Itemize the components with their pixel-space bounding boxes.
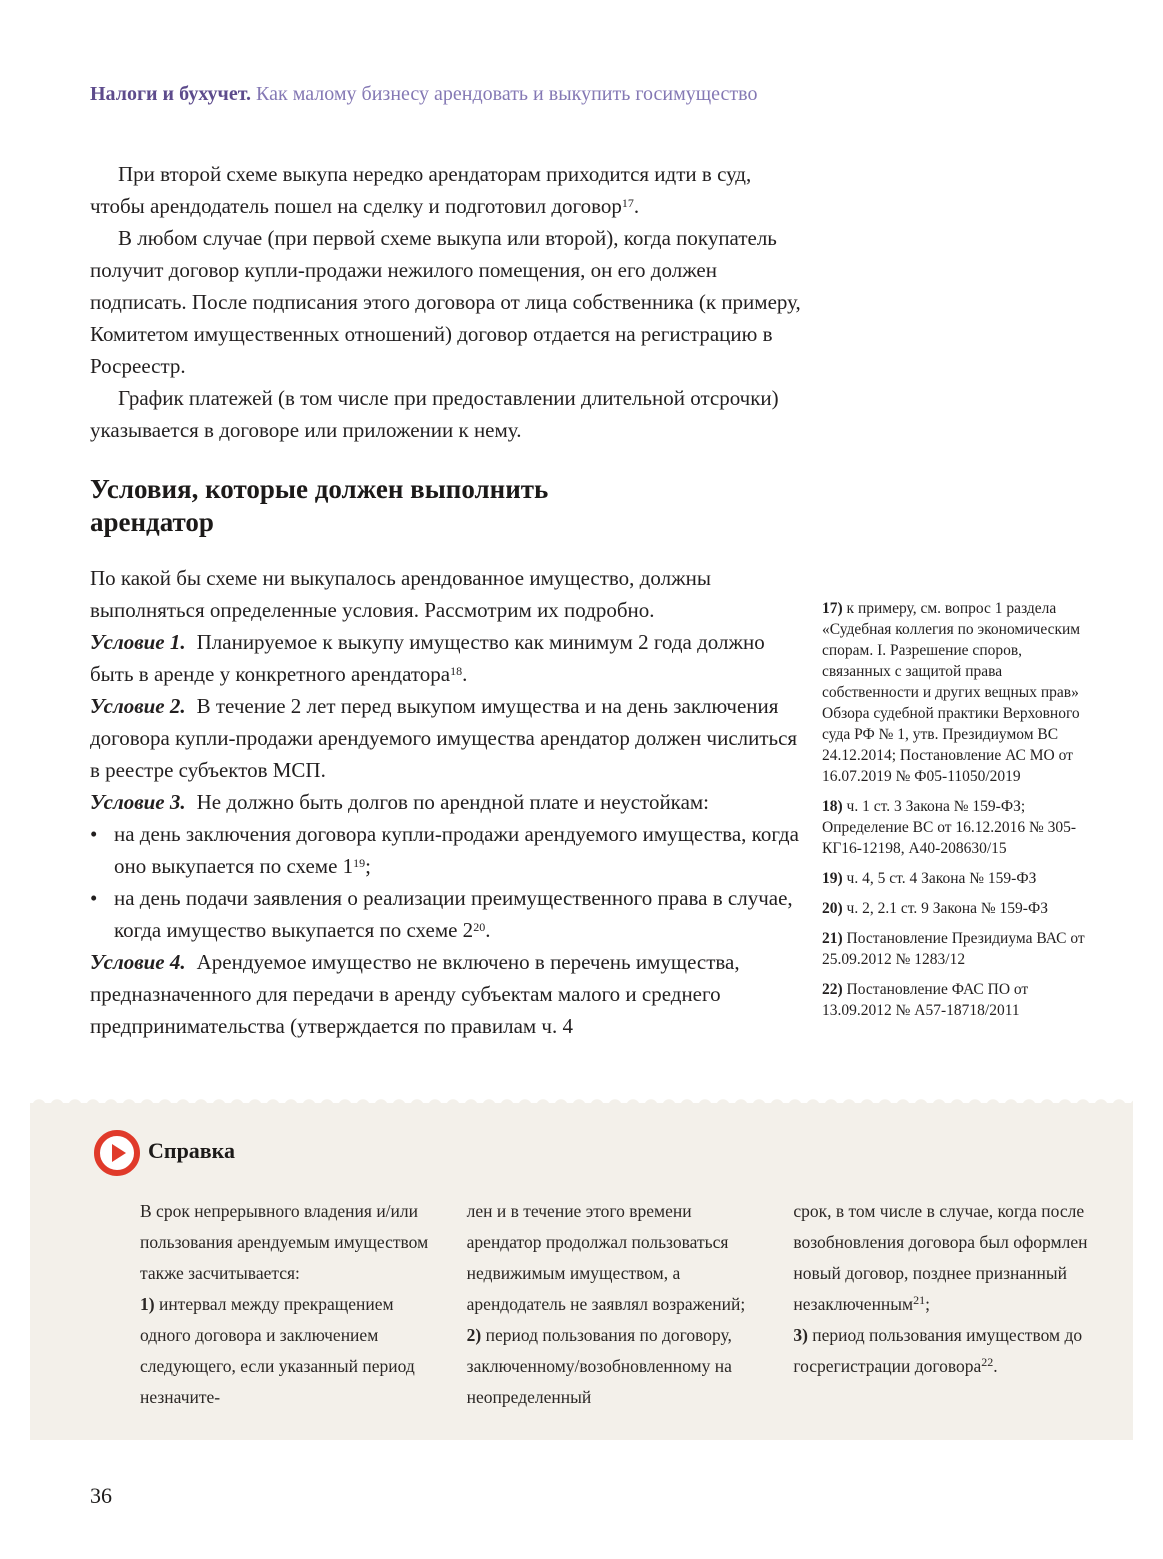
play-icon <box>94 1130 140 1176</box>
bullet-item-1 <box>90 818 804 882</box>
column-2-item-text: период пользования по договору, заключенному/возобновленному на неопределенный <box>466 1325 732 1407</box>
footnote-text: к примеру, см. вопрос 1 раздела «Судебная коллегия по экономическим спорам. I. Разрешение споров, связанных с защитой права собственности и других вещных прав» Обзора судебной практики Верховного суда РФ № 1, утв. Президиумом ВС 24.12.2014; Постановление АС МО от 16.07.2019 № Ф05-11050/2019 <box>822 600 1081 785</box>
header-rubric: Налоги и бухучет. <box>90 83 252 105</box>
paragraph-1 <box>90 158 804 222</box>
footnote-number: 19) <box>822 870 843 887</box>
intro-paragraph: По какой бы схеме ни выкупалось арендованное имущество, должны выполняться определенные условия. Рассмотрим их подробно. <box>90 566 711 622</box>
reference-column-2 <box>467 1196 766 1413</box>
paragraph-2: В любом случае (при первой схеме выкупа или второй), когда покупатель получит договор купли-продажи нежилого помещения, он его должен подписать. После подписания этого договора от лица собственника (к примеру, Комитетом имущественных отношений) договор отдается на регистрацию в Росреестр. <box>90 226 801 378</box>
list-marker-3: 3) <box>793 1325 808 1345</box>
bullet-item-1-text: на день заключения договора купли-продажи арендуемого имущества, когда оно выкупается по схеме 1 <box>114 822 799 878</box>
condition-4 <box>90 946 804 1042</box>
footnote-ref-20: 20 <box>473 920 486 934</box>
footnote-20 <box>822 898 1090 919</box>
footnote-number: 18) <box>822 798 843 815</box>
condition-2-text: В течение 2 лет перед выкупом имущества и на день заключения договора купли-продажи арендуемого имущества арендатор должен числиться в реестре субъектов МСП. <box>90 694 798 782</box>
footnote-ref-17: 17 <box>621 196 634 210</box>
reference-column-1 <box>140 1196 439 1413</box>
condition-1-tail: . <box>462 662 468 686</box>
footnote-text: Постановление Президиума ВАС от 25.09.2012 № 1283/12 <box>822 930 1085 968</box>
footnote-ref-18: 18 <box>450 664 463 678</box>
condition-2 <box>90 690 804 786</box>
list-marker-1: 1) <box>140 1294 155 1314</box>
reference-columns <box>140 1196 1092 1413</box>
bullet-list <box>90 818 804 946</box>
condition-2-label: Условие 2. <box>90 694 186 718</box>
bullet-item-2 <box>90 882 804 946</box>
condition-4-label: Условие 4. <box>90 950 186 974</box>
sidebar-footnotes <box>822 598 1090 1030</box>
footnote-21 <box>822 928 1090 970</box>
reference-column-3 <box>793 1196 1092 1413</box>
footnote-19 <box>822 868 1090 889</box>
footnote-text: Постановление ФАС ПО от 13.09.2012 № А57-18718/2011 <box>822 981 1029 1019</box>
footnote-17 <box>822 598 1090 787</box>
footnote-number: 22) <box>822 981 843 998</box>
paragraph-3: График платежей (в том числе при предоставлении длительной отсрочки) указывается в договоре или приложении к нему. <box>90 386 779 442</box>
footnote-ref-21: 21 <box>913 1293 926 1307</box>
bullet-icon: • <box>90 822 98 846</box>
condition-1-label: Условие 1. <box>90 630 186 654</box>
footnote-ref-22: 22 <box>981 1355 994 1369</box>
condition-3-label: Условие 3. <box>90 790 186 814</box>
article-body <box>90 158 804 1042</box>
footnote-number: 20) <box>822 900 843 917</box>
header-article-title: Как малому бизнесу арендовать и выкупить госимущество <box>251 83 758 105</box>
condition-3-text: Не должно быть долгов по арендной плате и неустойкам: <box>196 790 710 814</box>
reference-box <box>30 1103 1133 1440</box>
condition-1 <box>90 626 804 690</box>
condition-1-text: Планируемое к выкупу имущество как минимум 2 года должно быть в аренде у конкретного арендатора <box>90 630 765 686</box>
bullet-item-2-tail: . <box>485 918 491 942</box>
reference-box-title: Справка <box>148 1138 236 1163</box>
condition-3 <box>90 786 804 818</box>
paragraph-1-tail: . <box>633 194 640 218</box>
column-3-text: срок, в том числе в случае, когда после возобновления договора был оформлен новый договор, позднее признанный незаключенным <box>793 1201 1088 1314</box>
footnote-text: ч. 2, 2.1 ст. 9 Закона № 159-ФЗ <box>842 900 1048 917</box>
play-triangle-icon <box>112 1144 126 1162</box>
column-3-text-tail: ; <box>925 1294 931 1314</box>
page-number: 36 <box>90 1483 112 1508</box>
footnote-number: 21) <box>822 930 843 947</box>
footnote-text: ч. 4, 5 ст. 4 Закона № 159-ФЗ <box>842 870 1037 887</box>
footnote-number: 17) <box>822 600 843 617</box>
column-2-text: лен и в течение этого времени арендатор продолжал пользоваться недвижимым имуществом, а арендодатель не заявлял возражений; <box>466 1201 746 1314</box>
bullet-icon: • <box>90 886 98 910</box>
section-heading: Условия, которые должен выполнить арендатор <box>90 474 549 537</box>
column-3-item-text: период пользования имуществом до госрегистрации договора <box>793 1325 1083 1376</box>
column-1-text: В срок непрерывного владения и/или пользования арендуемым имуществом также засчитывается: <box>140 1201 429 1283</box>
bullet-item-2-text: на день подачи заявления о реализации преимущественного права в случае, когда имущество выкупается по схеме 2 <box>114 886 793 942</box>
condition-4-text: Арендуемое имущество не включено в перечень имущества, предназначенного для передачи в аренду субъектам малого и среднего предпринимательства (утверждается по правилам ч. 4 <box>90 950 740 1038</box>
footnote-ref-19: 19 <box>353 856 366 870</box>
paragraph-1-text: При второй схеме выкупа нередко арендаторам приходится идти в суд, чтобы арендодатель пошел на сделку и подготовил договор <box>90 162 752 218</box>
bullet-item-1-tail: ; <box>365 854 371 878</box>
column-1-item-text: интервал между прекращением одного договора и заключением следующего, если указанный период незначите- <box>140 1294 415 1407</box>
list-marker-2: 2) <box>466 1325 482 1345</box>
footnote-22 <box>822 979 1090 1021</box>
column-3-item-tail: . <box>993 1356 998 1376</box>
running-header <box>90 82 1090 106</box>
footnote-18 <box>822 796 1090 859</box>
footnote-text: ч. 1 ст. 3 Закона № 159-ФЗ; Определение ВС от 16.12.2016 № 305-КГ16-12198, А40-208630/15 <box>822 798 1077 857</box>
